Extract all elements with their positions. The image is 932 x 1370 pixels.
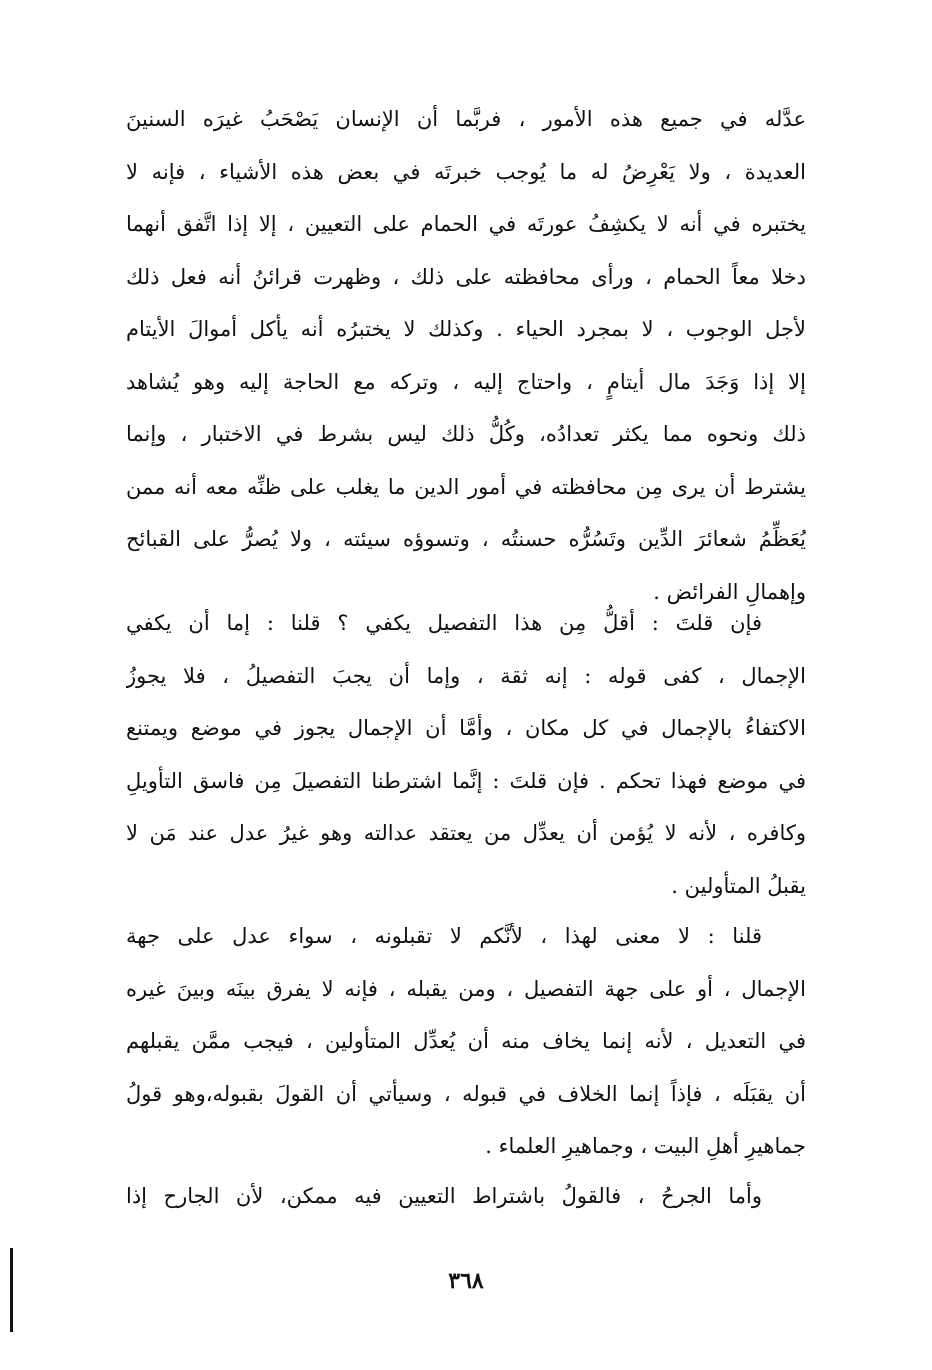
paragraph-line: فإن قلتَ : أقلُّ مِن هذا التفصيل يكفي ؟ قلنا : إما أن يكفي [126,611,762,635]
paragraph-line: الإجمال ، أو على جهة التفصيل ، ومن يقبله ، فإنه لا يفرق بينَه وبينَ غيره [126,976,806,1001]
paragraph-line: يختبره في أنه لا يكشِفُ عورتَه في الحمام على التعيين ، إلا إذا اتَّفق أنهما [126,212,806,236]
paragraph-line: ذلك ونحوه مما يكثر تعدادُه، وكُلُّ ذلك ليس بشرط في الاختبار ، وإنما [126,422,806,446]
paragraph-2 [126,597,806,912]
paragraph-line: يشترط أن يرى مِن محافظته في أمور الدين ما يغلب على ظنِّه معه أنه ممن [126,474,806,499]
paragraph-line: إلا إذا وَجَدَ مال أيتامٍ ، واحتاج إليه ، وتركه مع الحاجة إليه وهو يُشاهد [126,369,806,394]
paragraph-line: وإهمالِ الفرائض . [653,579,806,604]
paragraph-line: يقبلُ المتأولين . [671,873,806,898]
paragraph-line: في التعديل ، لأنه إنما يخاف منه أن يُعدِّل المتأولين ، فيجب ممَّن يقبلهم [126,1029,806,1053]
paragraph-line: لأجل الوجوب ، لا بمجرد الحياء . وكذلك لا يختبرُه أنه يأكل أموالَ الأيتام [126,317,806,341]
paragraph-line: في موضع فهذا تحكم . فإن قلتَ : إنَّما اشترطنا التفصيلَ مِن فاسق التأويلِ [126,768,806,793]
margin-scan-mark [10,1248,13,1332]
paragraph-1 [126,93,806,618]
paragraph-line: قلنا : لا معنى لهذا ، لأنَّكم لا تقبلونه ، سواء عدل على جهة [126,924,762,948]
paragraph-line: عدَّله في جميع هذه الأمور ، فربَّما أن الإنسان يَصْحَبُ غيرَه السنينَ [126,107,806,131]
paragraph-line: دخلا معاً الحمام ، ورأى محافظته على ذلك ، وظهرت قرائنُ أنه فعل ذلك [126,264,806,289]
paragraph-line: وكافره ، لأنه لا يُؤمن أن يعدِّل من يعتقد عدالته وهو غيرُ عدل عند مَن لا [126,821,806,845]
paragraph-line: الإجمال ، كفى قوله : إنه ثقة ، وإما أن يجبَ التفصيلُ ، فلا يجوزُ [126,663,806,688]
paragraph-line: جماهيرِ أهلِ البيت ، وجماهيرِ العلماء . [485,1134,806,1158]
paragraph-line: الاكتفاءُ بالإجمال في كل مكان ، وأمَّا أن الإجمال يجوز في موضع ويمتنع [126,716,806,740]
paragraph-line: يُعَظِّمُ شعائرَ الدِّين وتَسُرُّه حسنتُه ، وتسوؤه سيئته ، ولا يُصرُّ على القبائح [126,527,806,551]
paragraph-4 [126,1170,806,1223]
paragraph-line: وأما الجرحُ ، فالقولُ باشتراط التعيين فيه ممكن، لأن الجارح إذا [126,1184,762,1208]
paragraph-line: العديدة ، ولا يَعْرِضُ له ما يُوجب خبرتَه في بعض هذه الأشياء ، فإنه لا [126,159,806,184]
paragraph-line: أن يقبَلَه ، فإذاً إنما الخلاف في قبوله ، وسيأتي أن القولَ بقبوله،وهو قولُ [126,1081,806,1106]
page-number: ٣٦٨ [448,1268,484,1294]
paragraph-3 [126,910,806,1173]
